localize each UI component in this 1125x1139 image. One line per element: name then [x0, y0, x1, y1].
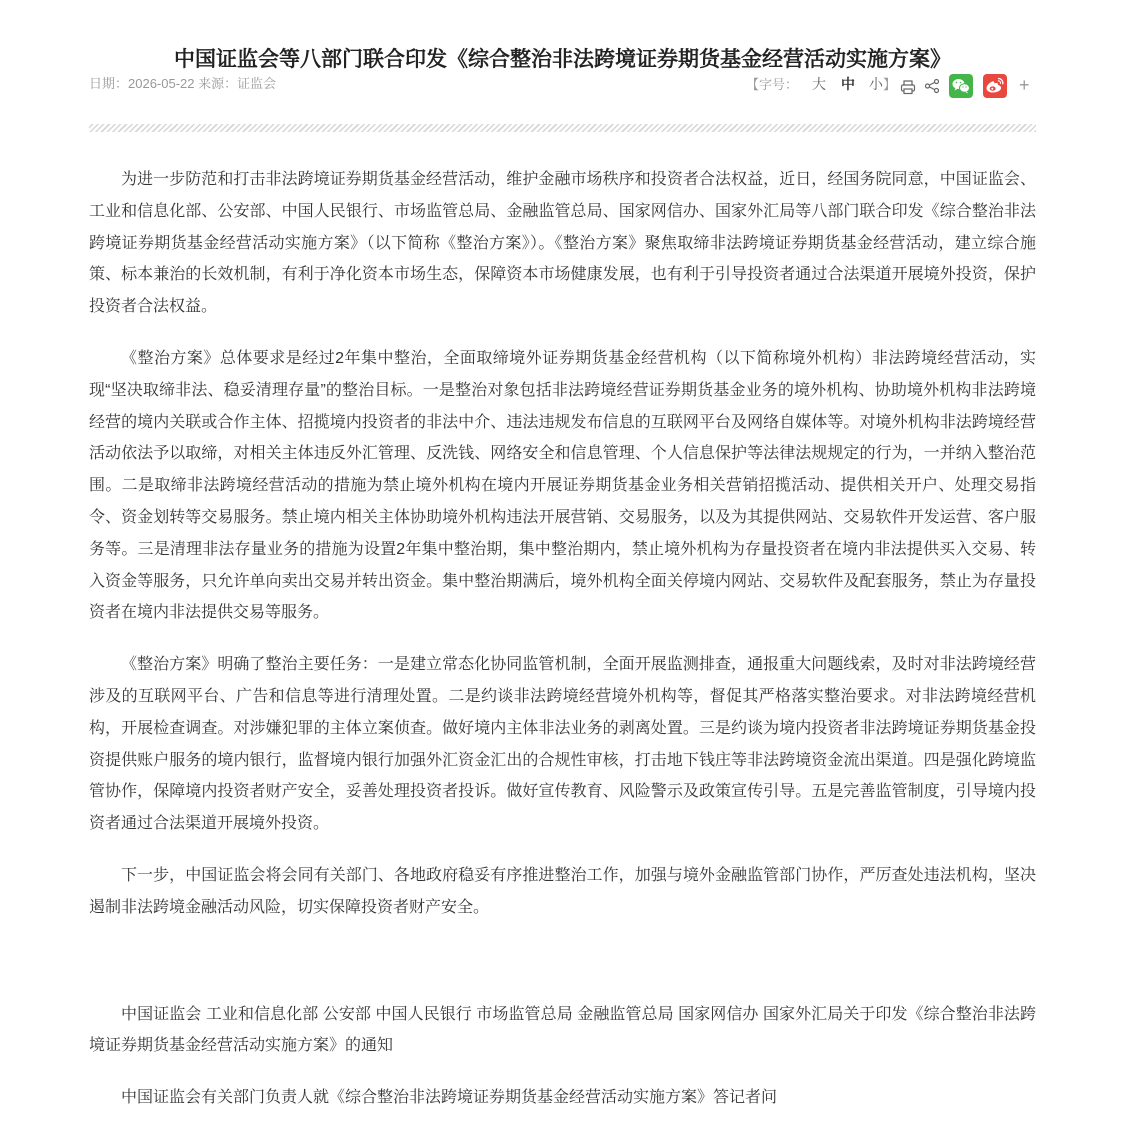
article-meta [89, 76, 276, 92]
source-name: 证监会 [237, 76, 277, 91]
article-paragraph: 为进一步防范和打击非法跨境证券期货基金经营活动，维护金融市场秩序和投资者合法权益，近日，经国务院同意，中国证监会、工业和信息化部、公安部、中国人民银行、市场监管总局、金融监管总局、国家网信办、国家外汇局等八部门联合印发《综合整治非法跨境证券期货基金经营活动实施方案》（以下简称《整治方案》）。《整治方案》聚焦取缔非法跨境证券期货基金经营活动，建立综合施策、标本兼治的长效机制，有利于净化资本市场生态，保障资本市场健康发展，也有利于引导投资者通过合法渠道开展境外投资，保护投资者合法权益。 [89, 171, 1036, 316]
article-paragraph: 《整治方案》总体要求是经过2年集中整治，全面取缔境外证券期货基金经营机构（以下简称境外机构）非法跨境经营活动，实现“坚决取缔非法、稳妥清理存量”的整治目标。一是整治对象包括非法跨境经营证券期货基金业务的境外机构、协助境外机构非法跨境经营的境内关联或合作主体、招揽境内投资者的非法中介、违法违规发布信息的互联网平台及网络自媒体等。对境外机构非法跨境经营活动依法予以取缔，对相关主体违反外汇管理、反洗钱、网络安全和信息管理、个人信息保护等法律法规规定的行为，一并纳入整治范围。二是取缔非法跨境经营活动的措施为禁止境外机构在境内开展证券期货基金业务相关营销招揽活动、提供相关开户、处理交易指令、资金划转等交易服务。禁止境内相关主体协助境外机构违法开展营销、交易服务，以及为其提供网站、交易软件开发运营、客户服务等。三是清理非法存量业务的措施为设置2年集中整治期，集中整治期内，禁止境外机构为存量投资者在境内非法提供买入交易、转入资金等服务，只允许单向卖出交易并转出资金。集中整治期满后，境外机构全面关停境内网站、交易软件及配套服务，禁止为存量投资者在境内非法提供交易等服务。 [89, 349, 1036, 622]
header-divider [89, 124, 1036, 132]
share-icon[interactable] [924, 78, 940, 94]
font-size-small-group [869, 76, 896, 94]
article-paragraph: 《整治方案》明确了整治主要任务：一是建立常态化协同监管机制，全面开展监测排查，通报重大问题线索，及时对非法跨境经营涉及的互联网平台、广告和信息等进行清理处置。二是约谈非法跨境经营境外机构等，督促其严格落实整治要求。对非法跨境经营机构，开展检查调查。对涉嫌犯罪的主体立案侦查。做好境内主体非法业务的剥离处置。三是约谈为境内投资者非法跨境证券期货基金投资提供账户服务的境内银行，监督境内银行加强外汇资金汇出的合规性审核，打击地下钱庄等非法跨境资金流出渠道。四是强化跨境监管协作，保障境内投资者财产安全，妥善处理投资者投诉。做好宣传教育、风险警示及政策宣传引导。五是完善监管制度，引导境内投资者通过合法渠道开展境外投资。 [89, 656, 1036, 833]
article-title: 中国证监会等八部门联合印发《综合整治非法跨境证券期货基金经营活动实施方案》 [174, 48, 951, 71]
related-link-interview[interactable]: 中国证监会有关部门负责人就《综合整治非法跨境证券期货基金经营活动实施方案》答记者问 [121, 1089, 778, 1107]
font-size-large-button[interactable]: 大 [812, 76, 826, 92]
article-paragraph: 下一步，中国证监会将会同有关部门、各地政府稳妥有序推进整治工作，加强与境外金融监管部门协作，严厉查处违法机构，坚决遏制非法跨境金融活动风险，切实保障投资者财产安全。 [89, 866, 1036, 916]
publish-date: 2026-05-22 [128, 76, 195, 91]
font-size-small-button[interactable]: 小 [869, 76, 883, 92]
font-size-medium-button[interactable]: 中 [841, 76, 855, 92]
date-label: 日期： [89, 76, 129, 91]
article-body [89, 164, 1036, 1134]
wechat-share-button[interactable] [949, 74, 973, 98]
source-label: 来源： [198, 76, 238, 91]
related-documents [89, 999, 1036, 1114]
weibo-share-button[interactable] [983, 74, 1007, 98]
font-size-label: 【字号： [746, 77, 799, 92]
wechat-icon [949, 74, 973, 98]
print-icon[interactable] [900, 79, 916, 95]
font-size-bracket-close: 】 [883, 77, 897, 92]
related-link-notice[interactable]: 中国证监会 工业和信息化部 公安部 中国人民银行 市场监管总局 金融监管总局 国家网信办 国家外汇局关于印发《综合整治非法跨境证券期货基金经营活动实施方案》的通知 [89, 1005, 1036, 1055]
weibo-icon [983, 74, 1007, 98]
more-share-button[interactable]: + [1019, 75, 1030, 95]
